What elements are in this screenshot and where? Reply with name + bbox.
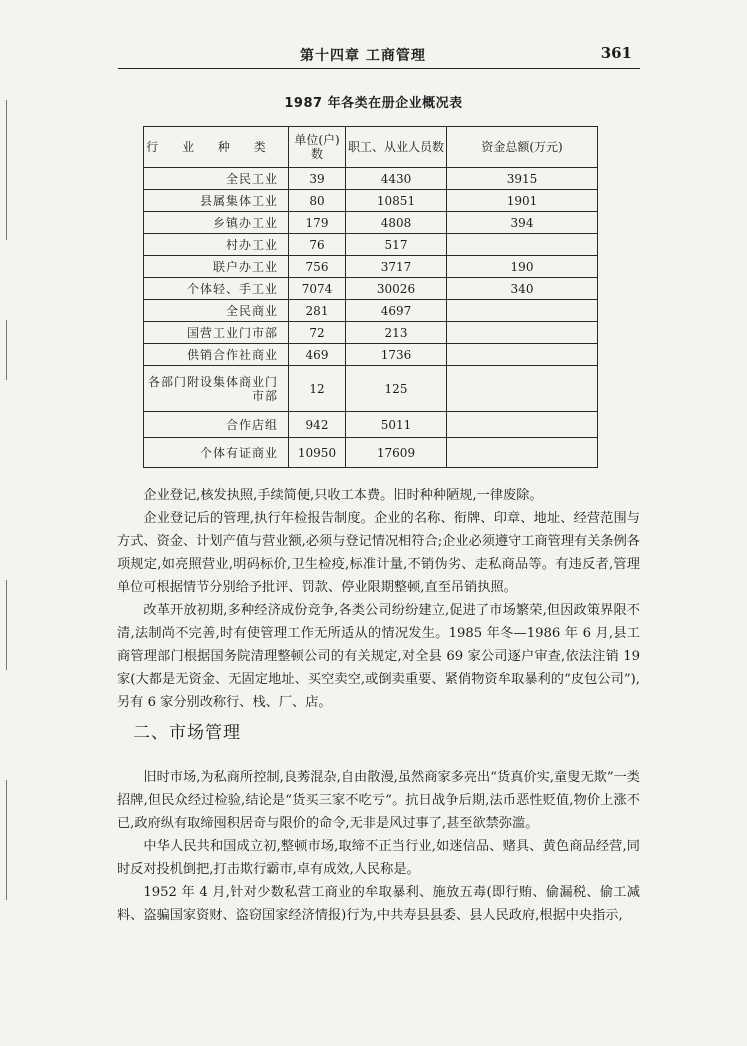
cell-category: 个体有证商业 <box>144 438 289 468</box>
cell-staff: 30026 <box>346 278 447 300</box>
cell-category: 个体轻、手工业 <box>144 278 289 300</box>
scan-margin-line <box>6 320 7 380</box>
paragraph: 企业登记后的管理,执行年检报告制度。企业的名称、衔牌、印章、地址、经营范围与方式、资金、计划产值与营业额,必须与登记情况相符合;企业必须遵守工商管理有关条例各项规定,如亮照营业,明码标价,卫生检疫,标准计量,不销伪劣、走私商品等。有违反者,管理单位可根据情节分别给予批评、罚款、停业限期整顿,直至吊销执照。 <box>117 511 640 595</box>
cell-staff: 125 <box>346 366 447 412</box>
cell-category: 全民工业 <box>144 168 289 190</box>
cell-capital <box>447 412 598 438</box>
table-header-row <box>144 127 598 168</box>
header-category: 行 业 种 类 <box>144 127 289 168</box>
table-row <box>144 322 598 344</box>
cell-capital <box>447 344 598 366</box>
cell-category: 县属集体工业 <box>144 190 289 212</box>
cell-staff: 4430 <box>346 168 447 190</box>
table-row <box>144 168 598 190</box>
table-row <box>144 212 598 234</box>
cell-units: 39 <box>289 168 346 190</box>
table-row <box>144 190 598 212</box>
section-heading: 二、市场管理 <box>133 723 241 743</box>
table-row <box>144 300 598 322</box>
table-row <box>144 412 598 438</box>
cell-capital <box>447 438 598 468</box>
paragraph-block-1 <box>117 484 640 714</box>
cell-capital: 1901 <box>447 190 598 212</box>
cell-units: 12 <box>289 366 346 412</box>
cell-capital <box>447 234 598 256</box>
cell-units: 10950 <box>289 438 346 468</box>
table-row <box>144 256 598 278</box>
page-header <box>118 38 640 69</box>
paragraph: 中华人民共和国成立初,整顿市场,取缔不正当行业,如迷信品、赌具、黄色商品经营,同时反对投机倒把,打击欺行霸市,卓有成效,人民称是。 <box>117 839 640 877</box>
page-number: 361 <box>600 44 632 62</box>
cell-units: 80 <box>289 190 346 212</box>
cell-staff: 10851 <box>346 190 447 212</box>
paragraph: 企业登记,核发执照,手续简便,只收工本费。旧时种种陋规,一律废除。 <box>143 488 543 503</box>
cell-units: 281 <box>289 300 346 322</box>
table-row <box>144 344 598 366</box>
cell-capital <box>447 366 598 412</box>
cell-units: 76 <box>289 234 346 256</box>
cell-staff: 213 <box>346 322 447 344</box>
cell-capital: 3915 <box>447 168 598 190</box>
paragraph: 1952 年 4 月,针对少数私营工商业的牟取暴利、施放五毒(即行贿、偷漏税、偷工减料、盗骗国家资财、盗窃国家经济情报)行为,中共寿县县委、县人民政府,根据中央指示, <box>117 885 640 923</box>
cell-staff: 5011 <box>346 412 447 438</box>
cell-units: 72 <box>289 322 346 344</box>
cell-staff: 3717 <box>346 256 447 278</box>
cell-capital: 340 <box>447 278 598 300</box>
cell-units: 179 <box>289 212 346 234</box>
cell-staff: 17609 <box>346 438 447 468</box>
cell-category: 联户办工业 <box>144 256 289 278</box>
cell-category: 全民商业 <box>144 300 289 322</box>
scan-margin-line <box>6 780 7 900</box>
cell-capital: 190 <box>447 256 598 278</box>
cell-category: 供销合作社商业 <box>144 344 289 366</box>
table-row <box>144 438 598 468</box>
table-row <box>144 278 598 300</box>
paragraph: 改革开放初期,多种经济成份竞争,各类公司纷纷建立,促进了市场繁荣,但因政策界限不清,法制尚不完善,时有使管理工作无所适从的情况发生。1985 年冬—1986 年 6 月,县工商管理部门根据国务院清理整顿公司的有关规定,对全县 69 家公司逐户审查,依法注销 19 家(大都是无资金、无固定地址、买空卖空,或倒卖重要、紧俏物资牟取暴利的“皮包公司”),另有 6 家分别改称行、栈、厂、店。 <box>117 603 640 710</box>
table-row <box>144 366 598 412</box>
cell-units: 942 <box>289 412 346 438</box>
cell-category: 合作店组 <box>144 412 289 438</box>
chapter-title: 第十四章 工商管理 <box>300 48 426 64</box>
header-units: 单位(户)数 <box>289 127 346 168</box>
cell-staff: 4808 <box>346 212 447 234</box>
cell-staff: 4697 <box>346 300 447 322</box>
cell-category: 乡镇办工业 <box>144 212 289 234</box>
cell-category: 各部门附设集体商业门市部 <box>144 366 289 412</box>
cell-category: 村办工业 <box>144 234 289 256</box>
cell-staff: 1736 <box>346 344 447 366</box>
paragraph-block-2 <box>117 766 640 927</box>
cell-capital: 394 <box>447 212 598 234</box>
cell-units: 469 <box>289 344 346 366</box>
header-staff: 职工、从业人员数 <box>346 127 447 168</box>
cell-category: 国营工业门市部 <box>144 322 289 344</box>
paragraph: 旧时市场,为私商所控制,良莠混杂,自由散漫,虽然商家多亮出“货真价实,童叟无欺”一类招牌,但民众经过检验,结论是“货买三家不吃亏”。抗日战争后期,法币恶性贬值,物价上涨不已,政府纵有取缔囤积居奇与限价的命令,无非是风过事了,甚至欲禁弥滥。 <box>117 770 640 831</box>
scan-margin-line <box>6 100 7 240</box>
table-body <box>144 168 598 468</box>
cell-units: 756 <box>289 256 346 278</box>
enterprise-table <box>143 126 598 468</box>
cell-units: 7074 <box>289 278 346 300</box>
cell-capital <box>447 300 598 322</box>
header-capital: 资金总额(万元) <box>447 127 598 168</box>
table-row <box>144 234 598 256</box>
cell-staff: 517 <box>346 234 447 256</box>
cell-capital <box>447 322 598 344</box>
scan-margin-line <box>6 580 7 670</box>
table-title: 1987 年各类在册企业概况表 <box>284 96 463 111</box>
